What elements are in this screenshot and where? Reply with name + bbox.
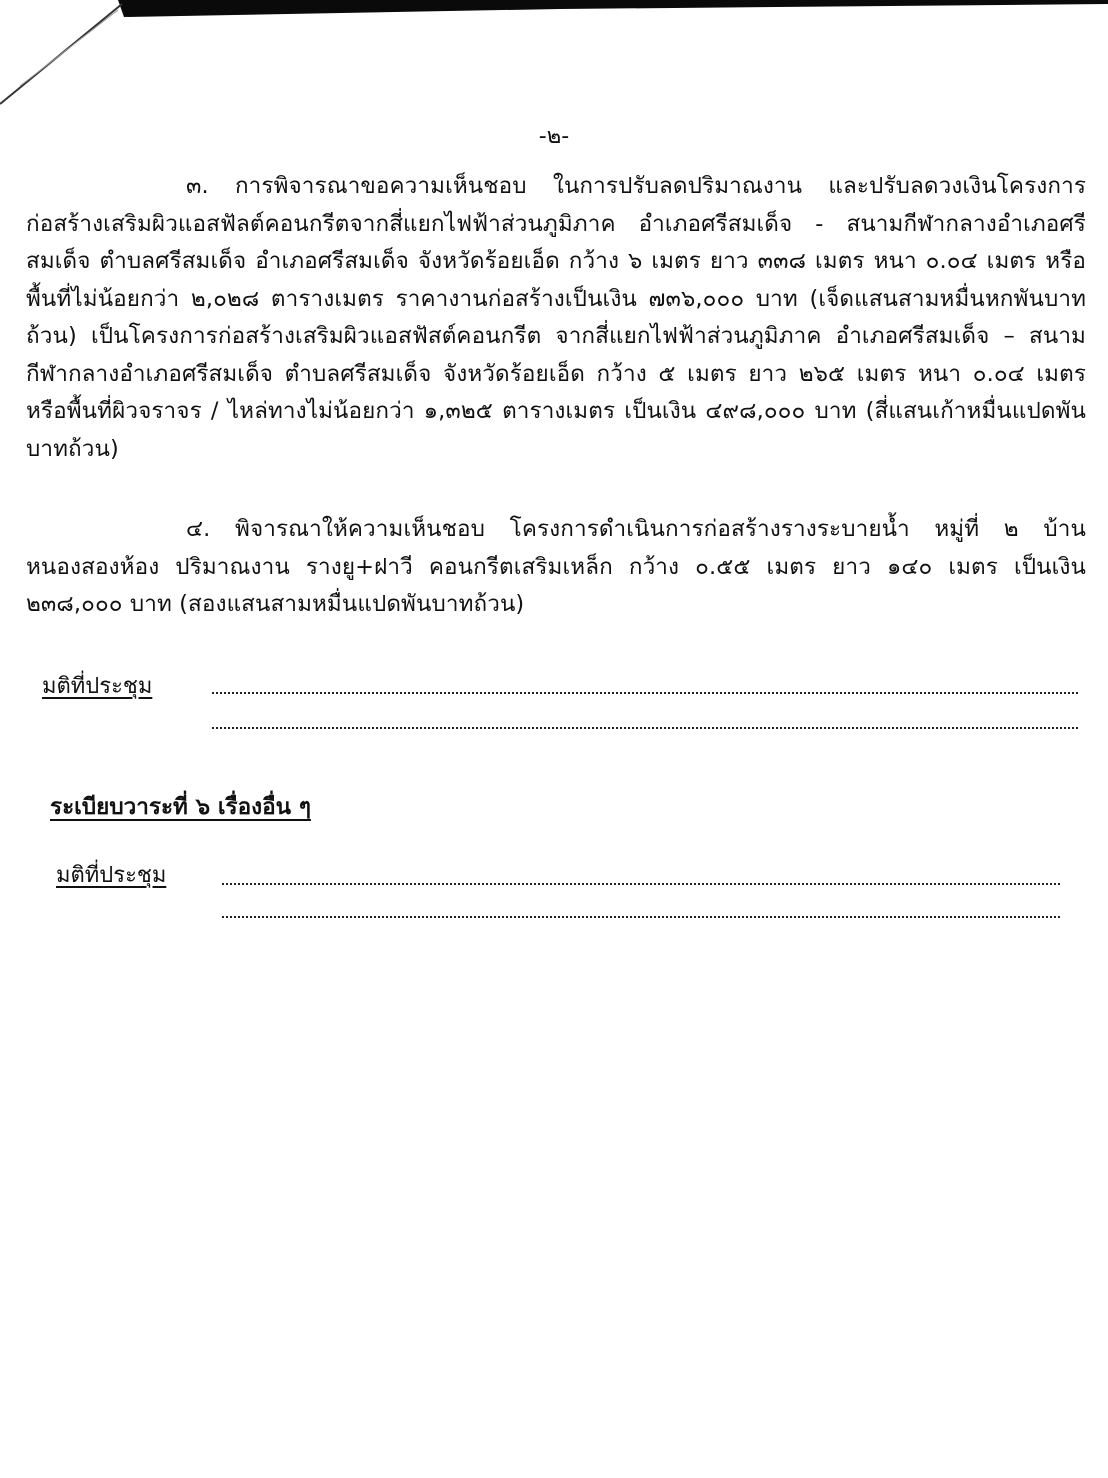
page-number: -๒- [538,124,570,149]
resolution-blank-line [222,883,1060,885]
meeting-resolution-block-1 [42,672,1082,742]
agenda-6-heading: ระเบียบวาระที่ ๖ เรื่องอื่น ๆ [50,794,311,820]
agenda-item-3-paragraph: ๓. การพิจารณาขอความเห็นชอบ ในการปรับลดปริมาณงาน และปรับลดวงเงินโครงการก่อสร้างเสริมผิวแอสฟัลต์คอนกรีตจากสี่แยกไฟฟ้าส่วนภูมิภาค อำเภอศรีสมเด็จ - สนามกีฬากลางอำเภอศรีสมเด็จ ตำบลศรีสมเด็จ อำเภอศรีสมเด็จ จังหวัดร้อยเอ็ด กว้าง ๖ เมตร ยาว ๓๓๘ เมตร หนา ๐.๐๔ เมตร หรือพื้นที่ไม่น้อยกว่า ๒,๐๒๘ ตารางเมตร ราคางานก่อสร้างเป็นเงิน ๗๓๖,๐๐๐ บาท (เจ็ดแสนสามหมื่นหกพันบาทถ้วน) เป็นโครงการก่อสร้างเสริมผิวแอสฟัสต์คอนกรีต จากสี่แยกไฟฟ้าส่วนภูมิภาค อำเภอศรีสมเด็จ – สนามกีฬากลางอำเภอศรีสมเด็จ ตำบลศรีสมเด็จ จังหวัดร้อยเอ็ด กว้าง ๕ เมตร ยาว ๒๖๕ เมตร หนา ๐.๐๔ เมตร หรือพื้นที่ผิวจราจร / ไหล่ทางไม่น้อยกว่า ๑,๓๒๕ ตารางเมตร เป็นเงิน ๔๙๘,๐๐๐ บาท (สี่แสนเก้าหมื่นแปดพันบาทถ้วน) [26,173,1086,462]
resolution-blank-line [222,916,1060,918]
meeting-resolution-block-2 [56,861,1066,931]
meeting-resolution-label: มติที่ประชุม [56,863,167,888]
meeting-resolution-label: มติที่ประชุม [42,674,153,699]
scan-shadow-corner [0,0,1108,120]
resolution-blank-line [212,727,1078,729]
resolution-blank-line [212,692,1078,694]
agenda-item-4-paragraph: ๔. พิจารณาให้ความเห็นชอบ โครงการดำเนินการก่อสร้างรางระบายน้ำ หมู่ที่ ๒ บ้านหนองสองห้อง ปริมาณงาน รางยู+ฝาวี คอนกรีตเสริมเหล็ก กว้าง ๐.๕๕ เมตร ยาว ๑๔๐ เมตร เป็นเงิน ๒๓๘,๐๐๐ บาท (สองแสนสามหมื่นแปดพันบาทถ้วน) [26,516,1086,617]
